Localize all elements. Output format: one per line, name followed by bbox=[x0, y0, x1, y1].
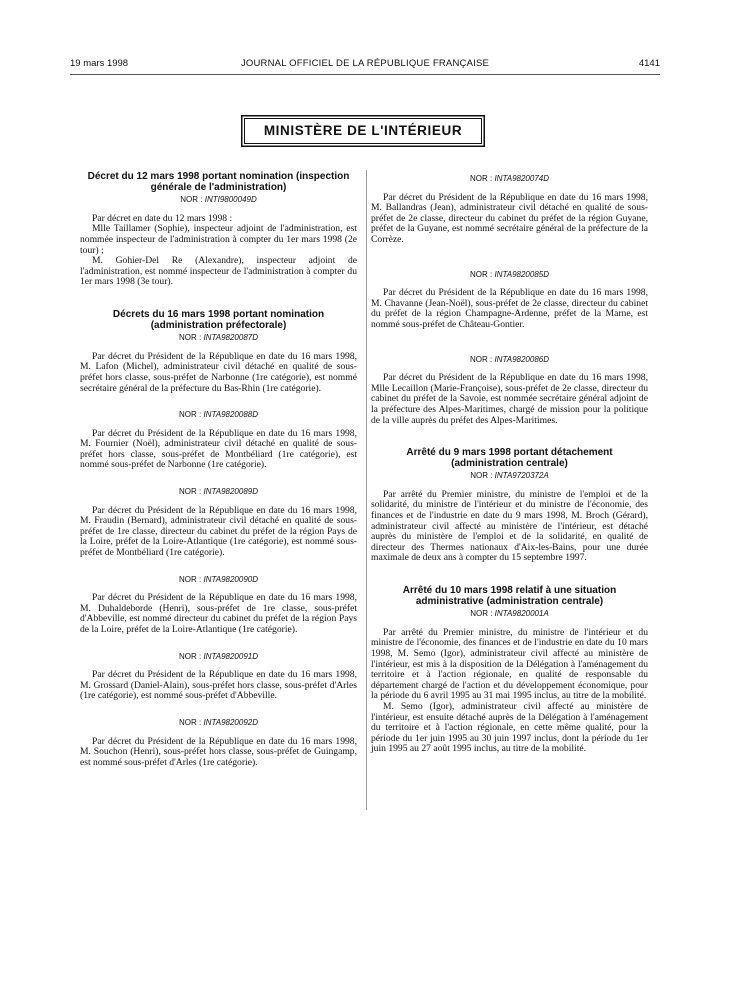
paragraph: Par décret du Président de la République en date du 16 mars 1998, M. Fournier (Noël), administrateur civil détaché en qualité de sous-préfet hors classe, sous-préfet de Montbéliard (1re catégorie), est nommé sous-préfet de Narbonne (1re catégorie). bbox=[80, 427, 357, 471]
left-column bbox=[80, 172, 357, 768]
nor-line bbox=[80, 652, 357, 663]
nor-line bbox=[371, 471, 648, 482]
nor-line bbox=[80, 333, 357, 344]
nor-label: NOR : bbox=[178, 333, 202, 343]
nor-code: INTA9820086D bbox=[494, 354, 550, 364]
nor-code: INTA9820091D bbox=[203, 651, 259, 661]
nor-label: NOR : bbox=[470, 471, 493, 481]
paragraph: Par décret en date du 12 mars 1998 : bbox=[92, 212, 233, 224]
nor-label: NOR : bbox=[178, 717, 202, 727]
ministry-title: MINISTÈRE DE L'INTÉRIEUR bbox=[244, 118, 482, 144]
nor-label: NOR : bbox=[470, 609, 493, 619]
paragraph: Par décret du Président de la République en date du 16 mars 1998, M. Grossard (Daniel-Alain), sous-préfet hors classe, sous-préfet d'Arles (1re catégorie), est nommé sous-préfet d'Abbeville. bbox=[80, 669, 357, 702]
arrete-title: Arrêté du 10 mars 1998 relatif à une situation administrative (administration centrale) bbox=[402, 585, 617, 607]
paragraph: Mlle Taillamer (Sophie), inspecteur adjoint de l'administration, est nommée inspecteur de l'administration à compter du 1er mars 1998 (2e tour) ; bbox=[80, 223, 357, 256]
nor-line bbox=[80, 718, 357, 729]
paragraph: Par décret du Président de la République en date du 16 mars 1998, M. Lafon (Michel), administrateur civil détaché en qualité de sous-préfet hors classe, sous-préfet de Narbonne (1re catégorie), est nommé secrétaire général de la préfecture du Bas-Rhin (1re catégorie). bbox=[80, 350, 357, 394]
nor-code: INTA9820088D bbox=[203, 410, 259, 420]
nor-code: INTA9820089D bbox=[203, 487, 259, 497]
nor-code: INTI9800049D bbox=[204, 195, 257, 205]
nor-label: NOR : bbox=[178, 651, 202, 661]
nor-code: INTA9820092D bbox=[203, 717, 259, 727]
nor-code: INTA9820074D bbox=[494, 174, 550, 183]
arrete-title: Arrêté du 9 mars 1998 portant détachement (administration centrale) bbox=[406, 447, 613, 469]
nor-line bbox=[371, 270, 648, 281]
paragraph: M. Gohier-Del Re (Alexandre), inspecteur adjoint de l'administration, est nommé inspecteur de l'administration à compter du 1er mars 1998 (3e tour). bbox=[80, 255, 357, 288]
nor-line bbox=[371, 174, 648, 185]
nor-line bbox=[80, 575, 357, 586]
nor-code: INTA9820087D bbox=[203, 333, 259, 343]
decree-title: Décret du 12 mars 1998 portant nomination (inspection générale de l'administration) bbox=[87, 171, 350, 193]
nor-line bbox=[80, 195, 357, 206]
nor-label: NOR : bbox=[178, 487, 202, 497]
page-header bbox=[70, 58, 660, 72]
paragraph: Par décret du Président de la République en date du 16 mars 1998, M. Chavanne (Jean-Noël), sous-préfet de 2e classe, directeur du cabinet du préfet de la région Champagne-Ardenne, préfet de la Marne, est nommé sous-préfet de Château-Gontier. bbox=[371, 287, 648, 330]
paragraph: Par arrêté du Premier ministre, du ministre de l'intérieur et du ministre de l'économie, des finances et de l'industrie en date du 10 mars 1998, M. Semo (Igor), administrateur civil affecté au ministère de l'intérieur, est mis à la disposition de la Délégation à l'aménagement du territoire et à l'action régionale, en qualité de responsable du département chargé de l'action et du développement économique, pour la période du 6 avril 1995 au 31 mai 1995 inclus, au titre de la mobilité. bbox=[371, 626, 648, 702]
paragraph: Par arrêté du Premier ministre, du ministre de l'emploi et de la solidarité, du ministre de l'intérieur et du ministre de l'économie, des finances et de l'industrie en date du 9 mars 1998, M. Broch (Gérard), administrateur civil affecté au ministère de l'intérieur, est détaché auprès du ministère de l'emploi et de la solidarité, en qualité de directeur des Thermes nationaux d'Aix-les-Bains, pour une durée maximale de deux ans à compter du 15 septembre 1997. bbox=[371, 488, 648, 564]
paragraph: Par décret du Président de la République en date du 16 mars 1998, M. Souchon (Henri), sous-préfet hors classe, sous-préfet de Guingamp, est nommé sous-préfet d'Arles (1re catégorie). bbox=[80, 735, 357, 768]
nor-line bbox=[80, 410, 357, 421]
paragraph: Par décret du Président de la République en date du 16 mars 1998, M. Fraudin (Bernard), administrateur civil détaché en qualité de sous-préfet de 1re classe, directeur du cabinet du préfet de la région Pays de la Loire, préfet de la Loire-Atlantique (1re catégorie), est nommé sous-préfet de Montbéliard (1re catégorie). bbox=[80, 504, 357, 559]
right-column bbox=[371, 172, 648, 755]
nor-code: INTA9820085D bbox=[494, 269, 550, 279]
header-page-number: 4141 bbox=[638, 58, 660, 69]
nor-label: NOR : bbox=[469, 269, 493, 279]
nor-label: NOR : bbox=[178, 574, 202, 584]
header-date: 19 mars 1998 bbox=[70, 58, 129, 69]
decree-title: Décrets du 16 mars 1998 portant nomination (administration préfectorale) bbox=[112, 308, 325, 331]
paragraph: Par décret du Président de la République en date du 16 mars 1998, M. Duhaldeborde (Henri), sous-préfet de 1re classe, sous-préfet d'Abbeville, est nommé directeur du cabinet du préfet de la région Pays de la Loire, préfet de la Loire-Atlantique (1re catégorie). bbox=[80, 592, 357, 635]
nor-line bbox=[80, 487, 357, 498]
header-rule bbox=[70, 74, 660, 75]
nor-line bbox=[371, 355, 648, 366]
paragraph: Par décret du Président de la République en date du 16 mars 1998, M. Ballandras (Jean), administrateur civil détaché en qualité de sous-préfet de 2e classe, directeur du cabinet du préfet de la région Guyane, préfet de la Guyane, est nommé secrétaire général de la préfecture de la Corrèze. bbox=[371, 191, 648, 245]
nor-label: NOR : bbox=[469, 174, 493, 183]
nor-label: NOR : bbox=[178, 410, 202, 420]
nor-code: INTA9720372A bbox=[494, 471, 549, 481]
nor-code: INTA9820090D bbox=[203, 574, 259, 584]
column-divider bbox=[366, 170, 367, 810]
nor-line bbox=[371, 609, 648, 620]
paragraph: Par décret du Président de la République en date du 16 mars 1998, Mlle Lecaillon (Marie-Françoise), sous-préfet de 2e classe, directeur du cabinet du préfet de la Savoie, est nommée secrétaire général adjoint de la préfecture des Alpes-Maritimes, chargé de mission pour la politique de la ville auprès du préfet des Alpes-Maritimes. bbox=[371, 372, 648, 426]
paragraph: M. Semo (Igor), administrateur civil affecté au ministère de l'intérieur, est ensuite détaché auprès de la Délégation à l'aménagement du territoire et à l'action régionale, en cette même qualité, pour la période du 1er juin 1995 au 30 juin 1997 inclus, dont la période du 1er juin 1995 au 27 août 1995 inclus, au titre de la mobilité. bbox=[371, 700, 648, 755]
nor-code: INTA9820001A bbox=[494, 609, 549, 619]
nor-label: NOR : bbox=[469, 354, 493, 364]
nor-label: NOR : bbox=[180, 195, 203, 205]
header-journal-title: JOURNAL OFFICIEL DE LA RÉPUBLIQUE FRANÇAISE bbox=[240, 58, 490, 69]
